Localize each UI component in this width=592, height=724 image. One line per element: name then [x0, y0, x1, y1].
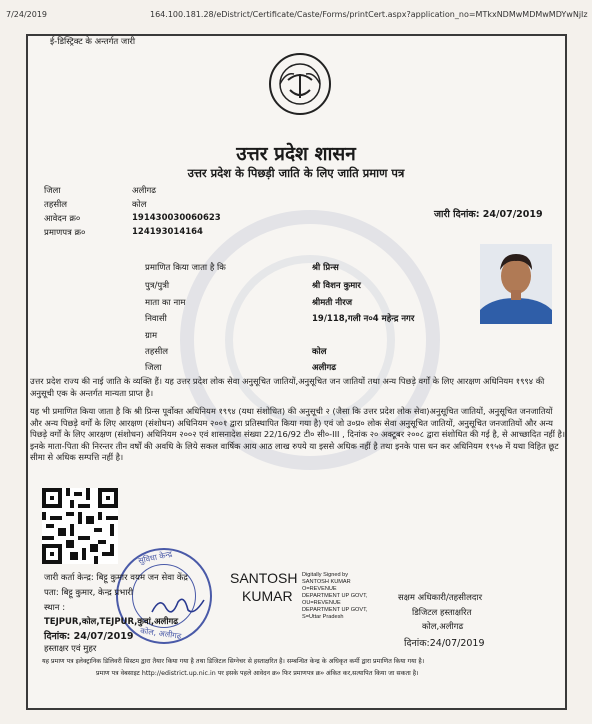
tehsil-value: कोल	[132, 200, 147, 210]
footer-note-1: यह प्रमाण पत्र इलेक्ट्रानिक डिलिवरी सिस्टम द्वारा तैयार किया गया है तथा डिजिटल सिग्नेचर से हस्ताक्षरित है। सम्बन्धित केन्द्र के अधिकृत कर्मी द्वारा प्रमाणित किया गया है।	[42, 658, 425, 665]
certificate-subtitle: उत्तर प्रदेश के पिछड़ी जाति के लिए जाति प्रमाण पत्र	[187, 166, 405, 180]
issuer-address: पता: बिट्टू कुमार, केन्द्र प्रभारी	[44, 588, 134, 598]
father-name: श्री विशन कुमार	[312, 281, 361, 291]
application-label: आवेदन क्र०	[44, 214, 81, 224]
village-label: ग्राम	[145, 331, 158, 341]
applicant-photo	[480, 244, 552, 324]
certificate-no-label: प्रमाणपत्र क्र०	[44, 228, 86, 238]
tehsil-label: तहसील	[44, 200, 68, 210]
district-value: अलीगढ	[132, 186, 157, 196]
seal-text-bottom: कोल, अलीगढ	[139, 626, 182, 641]
person-name: श्री प्रिन्स	[312, 263, 339, 273]
sign-label: हस्ताक्षर एवं मुहर	[44, 644, 97, 654]
caste-paragraph: उत्तर प्रदेश राज्य की नाई जाति के व्यक्ति हैं। यह उत्तर प्रदेश लोक सेवा अनुसूचित जातियों,अनुसूचित जन जातियों तथा अन्य पिछड़े वर्गों के लिए आरक्षण अधिनियम १९९४ की अनुसूची एक के अन्तर्गत मान्यता प्राप्त है।	[30, 376, 545, 398]
resident-label: निवासी	[145, 314, 167, 324]
person-district-value: अलीगढ	[312, 363, 337, 373]
mother-label: माता का नाम	[145, 298, 186, 308]
authority-digital: डिजिटल हस्ताक्षरित	[412, 608, 472, 618]
top-note: ई-डिस्ट्रिक्ट के अन्तर्गत जारी	[50, 37, 136, 47]
issuer-center: जारी कर्ता केन्द्र: बिट्टू कुमार वयम जन सेवा केंद्र	[44, 573, 188, 583]
watermark-inner	[225, 255, 395, 425]
seal-text-top: सुविधा केन्द्र	[137, 549, 173, 566]
authority-date: दिनांक:24/07/2019	[404, 638, 485, 649]
district-label: जिला	[44, 186, 61, 196]
certify-label: प्रमाणित किया जाता है कि	[145, 263, 226, 273]
certificate-title: उत्तर प्रदेश शासन	[236, 143, 356, 165]
father-label: पुत्र/पुत्री	[145, 281, 170, 291]
place-label: स्थान :	[44, 603, 66, 613]
certificate-number: 124193014164	[132, 227, 203, 237]
person-district-label: जिला	[145, 363, 162, 373]
person-tehsil-label: तहसील	[145, 347, 169, 357]
issue-date: जारी दिनांक: 24/07/2019	[434, 209, 543, 220]
authority-title: सक्षम अधिकारी/तहसीलदार	[398, 593, 483, 603]
digital-signature-details: Digitally Signed by SANTOSH KUMAR O=REVENUE DEPARTMENT UP GOVT, OU=REVENUE DEPARTMENT UP GOVT, S=Uttar Pradesh	[302, 572, 368, 620]
qr-code	[42, 488, 118, 564]
up-emblem-icon	[268, 52, 332, 116]
certification-paragraph: यह भी प्रमाणित किया जाता है कि श्री प्रिन्स पूर्वोक्त अधिनियम १९९४ (यथा संशोधित) की अनुसूची २ (जैसा कि उत्तर प्रदेश लोक सेवा)अनुसूचित जातियों, अनुसूचित जनजातियों और अन्य पिछड़े वर्गों के लिए आरक्षण (संशोधन) अधिनियम २००१ द्वारा प्रतिस्थापित किया गया है) एवं जो उ०प्र० लोक सेवा अनुसूचित जातियों, अनुसूचित जनजातियों और अन्य पिछड़े वर्गों के लिए आरक्षण (संशोधन) अधिनियम २००२ एवं शासनादेश संख्या 22/16/92 टी० सी०-III , दिनांक २० अक्टूबर २००८ द्वारा संशोधित की गई है, से आच्छादित नहीं है।इनके माता-पिता की निरन्तर तीन वर्षों की अवधि के लिये सकल वार्षिक आय आठ लाख रुपये या इससे अधिक नहीं है तथा इनके पास धन कर अधिनियम १९५७ में यथा विहित छूट सीमा से अधिक सम्पत्ति नहीं है।	[30, 406, 566, 462]
print-date: 7/24/2019	[6, 10, 48, 19]
signer-name-line1: SANTOSH	[230, 570, 298, 586]
place-value: TEJPUR,कोल,TEJPUR,कुवां,अलीगढ	[44, 617, 179, 627]
print-url: 164.100.181.28/eDistrict/Certificate/Caste/Forms/printCert.aspx?application_no=MTkxNDMwMDMwMDYwNjIz	[150, 10, 588, 19]
mother-name: श्रीमती नीरज	[312, 298, 353, 308]
issuer-date: दिनांक: 24/07/2019	[44, 631, 134, 642]
signer-name-line2: KUMAR	[242, 588, 293, 604]
footer-note-2: प्रमाण पत्र वेबसाइट http://edistrict.up.nic.in पर इसके पहले आवेदन क्र० फिर प्रमाणपत्र क्र० अंकित कर,सत्यापित किया जा सकता है।	[96, 670, 419, 677]
person-tehsil-value: कोल	[312, 347, 327, 357]
authority-location: कोल,अलीगढ	[422, 622, 464, 632]
application-number: 191430030060623	[132, 213, 221, 223]
resident-address: 19/118,गली न०4 महेन्द्र नगर	[312, 314, 415, 324]
